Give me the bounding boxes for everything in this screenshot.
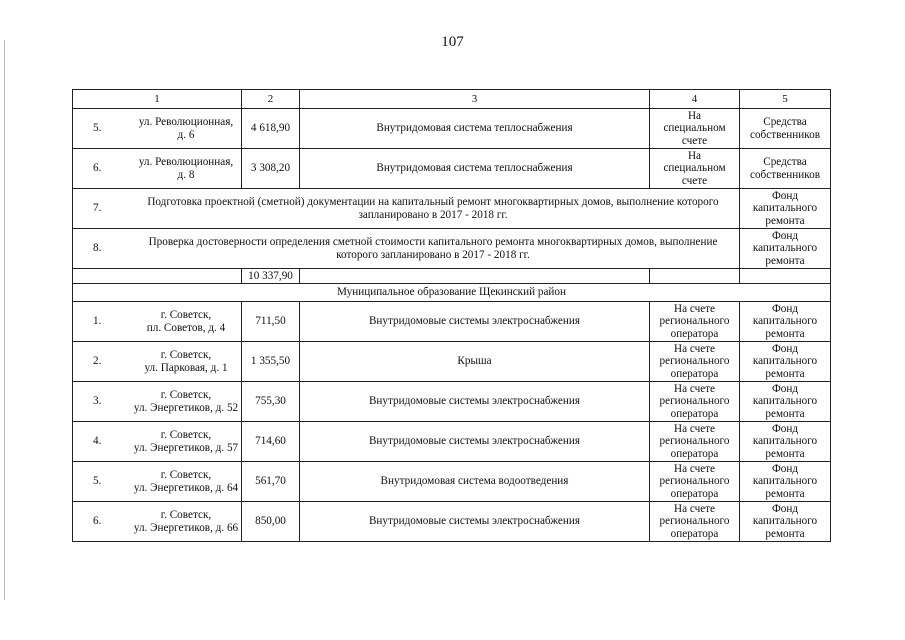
section-heading-row: [73, 284, 831, 302]
amount-cell: 850,00: [242, 502, 300, 542]
account-line: регионального: [659, 315, 730, 328]
address-line: г. Советск,: [160, 509, 212, 521]
table-row: [73, 462, 831, 502]
funding-source-cell: [740, 109, 831, 149]
account-line: оператора: [670, 327, 719, 340]
source-line: капитального: [752, 475, 818, 488]
address-line: д. 8: [177, 168, 195, 181]
table-row: [73, 502, 831, 542]
amount-cell: 755,30: [242, 382, 300, 422]
address-line: ул. Энергетиков, д. 57: [133, 441, 239, 454]
account-line: На счете: [673, 342, 716, 355]
source-line: капитального: [752, 515, 818, 528]
amount-cell: 1 355,50: [242, 342, 300, 382]
address-line: ул. Энергетиков, д. 52: [133, 401, 239, 414]
account-line: оператора: [670, 447, 719, 460]
source-line: ремонта: [765, 327, 805, 340]
funding-source-cell: [740, 189, 831, 229]
row-number: 7.: [93, 202, 102, 215]
account-line: На: [687, 149, 702, 162]
account-line: На: [687, 109, 702, 122]
source-line: Средства: [763, 116, 807, 128]
row-number: 1.: [93, 315, 102, 328]
funding-source-cell: [740, 302, 831, 342]
description-text: Проверка достоверности определения сметной стоимости капитального ремонта многоквартирных домов, выполнение которого запланировано в 2017 - 2018 гг.: [148, 236, 718, 261]
address-line: г. Советск,: [160, 429, 212, 441]
source-line: ремонта: [765, 254, 805, 267]
funding-source-cell: [740, 382, 831, 422]
account-cell: [650, 149, 740, 189]
source-line: Фонд: [771, 342, 799, 355]
address-cell: [73, 422, 242, 462]
source-line: ремонта: [765, 214, 805, 227]
account-line: специальном: [663, 162, 726, 175]
amount-cell: 711,50: [242, 302, 300, 342]
row-number: 3.: [93, 395, 102, 408]
source-line: ремонта: [765, 527, 805, 540]
address-line: ул. Парковая, д. 1: [144, 361, 228, 374]
funding-source-cell: [740, 502, 831, 542]
address-cell: [73, 109, 242, 149]
account-line: регионального: [659, 475, 730, 488]
amount-cell: 561,70: [242, 462, 300, 502]
column-header: 4: [650, 90, 740, 109]
row-number: 6.: [93, 162, 102, 175]
total-row: [73, 269, 831, 284]
table-row: [73, 189, 831, 229]
account-line: регионального: [659, 515, 730, 528]
row-number: 2.: [93, 355, 102, 368]
source-line: Фонд: [771, 189, 799, 202]
account-line: На счете: [673, 382, 716, 395]
account-line: На счете: [673, 302, 716, 315]
source-line: Фонд: [771, 382, 799, 395]
source-line: Средства: [763, 156, 807, 168]
funding-source-cell: [740, 422, 831, 462]
row-number: 5.: [93, 122, 102, 135]
table-row: [73, 422, 831, 462]
row-number: 4.: [93, 435, 102, 448]
table-row: [73, 229, 831, 269]
account-line: регионального: [659, 435, 730, 448]
funding-source-cell: [740, 149, 831, 189]
address-line: г. Советск,: [160, 389, 212, 401]
source-line: Фонд: [771, 462, 799, 475]
source-line: собственников: [750, 168, 820, 181]
description-cell: [73, 229, 740, 269]
table-row: [73, 149, 831, 189]
account-cell: [650, 502, 740, 542]
source-line: Фонд: [771, 229, 799, 242]
funding-source-cell: [740, 229, 831, 269]
account-line: регионального: [659, 395, 730, 408]
source-line: Фонд: [771, 502, 799, 515]
account-line: оператора: [670, 407, 719, 420]
address-cell: [73, 149, 242, 189]
amount-cell: 714,60: [242, 422, 300, 462]
amount-cell: 4 618,90: [242, 109, 300, 149]
account-line: специальном: [663, 122, 726, 135]
column-header: 5: [740, 90, 831, 109]
table-row: [73, 302, 831, 342]
address-cell: [73, 382, 242, 422]
source-line: ремонта: [765, 447, 805, 460]
work-type-cell: Внутридомовая система теплоснабжения: [300, 149, 650, 189]
account-line: На счете: [673, 462, 716, 475]
account-line: На счете: [673, 502, 716, 515]
account-line: оператора: [670, 527, 719, 540]
section-title: Муниципальное образование Щекинский район: [73, 284, 831, 302]
column-number-header-row: [73, 90, 831, 109]
account-cell: [650, 422, 740, 462]
description-text: Подготовка проектной (сметной) документации на капитальный ремонт многоквартирных домов, выполнение которого запланировано в 2017 - 2018 гг.: [147, 196, 719, 221]
account-cell: [650, 462, 740, 502]
account-cell: [650, 342, 740, 382]
address-cell: [73, 502, 242, 542]
account-cell: [650, 302, 740, 342]
source-line: Фонд: [771, 422, 799, 435]
account-line: оператора: [670, 487, 719, 500]
table-row: [73, 382, 831, 422]
source-line: капитального: [752, 395, 818, 408]
account-cell: [650, 109, 740, 149]
page-number: 107: [441, 34, 464, 50]
account-line: счете: [681, 134, 708, 147]
address-line: ул. Революционная,: [138, 156, 234, 168]
work-type-cell: Внутридомовые системы электроснабжения: [300, 302, 650, 342]
address-cell: [73, 342, 242, 382]
source-line: ремонта: [765, 487, 805, 500]
table-row: [73, 109, 831, 149]
work-type-cell: Внутридомовые системы электроснабжения: [300, 502, 650, 542]
account-line: На счете: [673, 422, 716, 435]
account-cell: [650, 382, 740, 422]
account-line: оператора: [670, 367, 719, 380]
source-line: собственников: [750, 128, 820, 141]
funding-source-cell: [740, 462, 831, 502]
address-line: ул. Энергетиков, д. 64: [133, 481, 239, 494]
column-header: 1: [73, 90, 242, 109]
row-number: 8.: [93, 242, 102, 255]
address-line: г. Советск,: [160, 349, 212, 361]
address-line: г. Советск,: [160, 469, 212, 481]
source-line: Фонд: [771, 302, 799, 315]
source-line: ремонта: [765, 407, 805, 420]
work-type-cell: Внутридомовая система теплоснабжения: [300, 109, 650, 149]
row-number: 5.: [93, 475, 102, 488]
funding-source-cell: [740, 342, 831, 382]
scan-margin-line: [4, 40, 5, 600]
row-number: 6.: [93, 515, 102, 528]
work-type-cell: Внутридомовая система водоотведения: [300, 462, 650, 502]
work-type-cell: Крыша: [300, 342, 650, 382]
source-line: капитального: [752, 435, 818, 448]
total-amount: 10 337,90: [242, 269, 300, 284]
account-line: регионального: [659, 355, 730, 368]
address-line: ул. Энергетиков, д. 66: [133, 521, 239, 534]
account-line: счете: [681, 174, 708, 187]
source-line: ремонта: [765, 367, 805, 380]
column-header: 3: [300, 90, 650, 109]
source-line: капитального: [752, 242, 818, 255]
address-line: пл. Советов, д. 4: [146, 321, 226, 334]
amount-cell: 3 308,20: [242, 149, 300, 189]
source-line: капитального: [752, 202, 818, 215]
address-cell: [73, 302, 242, 342]
work-type-cell: Внутридомовые системы электроснабжения: [300, 382, 650, 422]
work-type-cell: Внутридомовые системы электроснабжения: [300, 422, 650, 462]
source-line: капитального: [752, 315, 818, 328]
address-line: г. Советск,: [160, 309, 212, 321]
address-cell: [73, 462, 242, 502]
column-header: 2: [242, 90, 300, 109]
address-line: д. 6: [177, 128, 195, 141]
address-line: ул. Революционная,: [138, 116, 234, 128]
source-line: капитального: [752, 355, 818, 368]
capital-repair-table: [72, 89, 831, 542]
table-row: [73, 342, 831, 382]
description-cell: [73, 189, 740, 229]
